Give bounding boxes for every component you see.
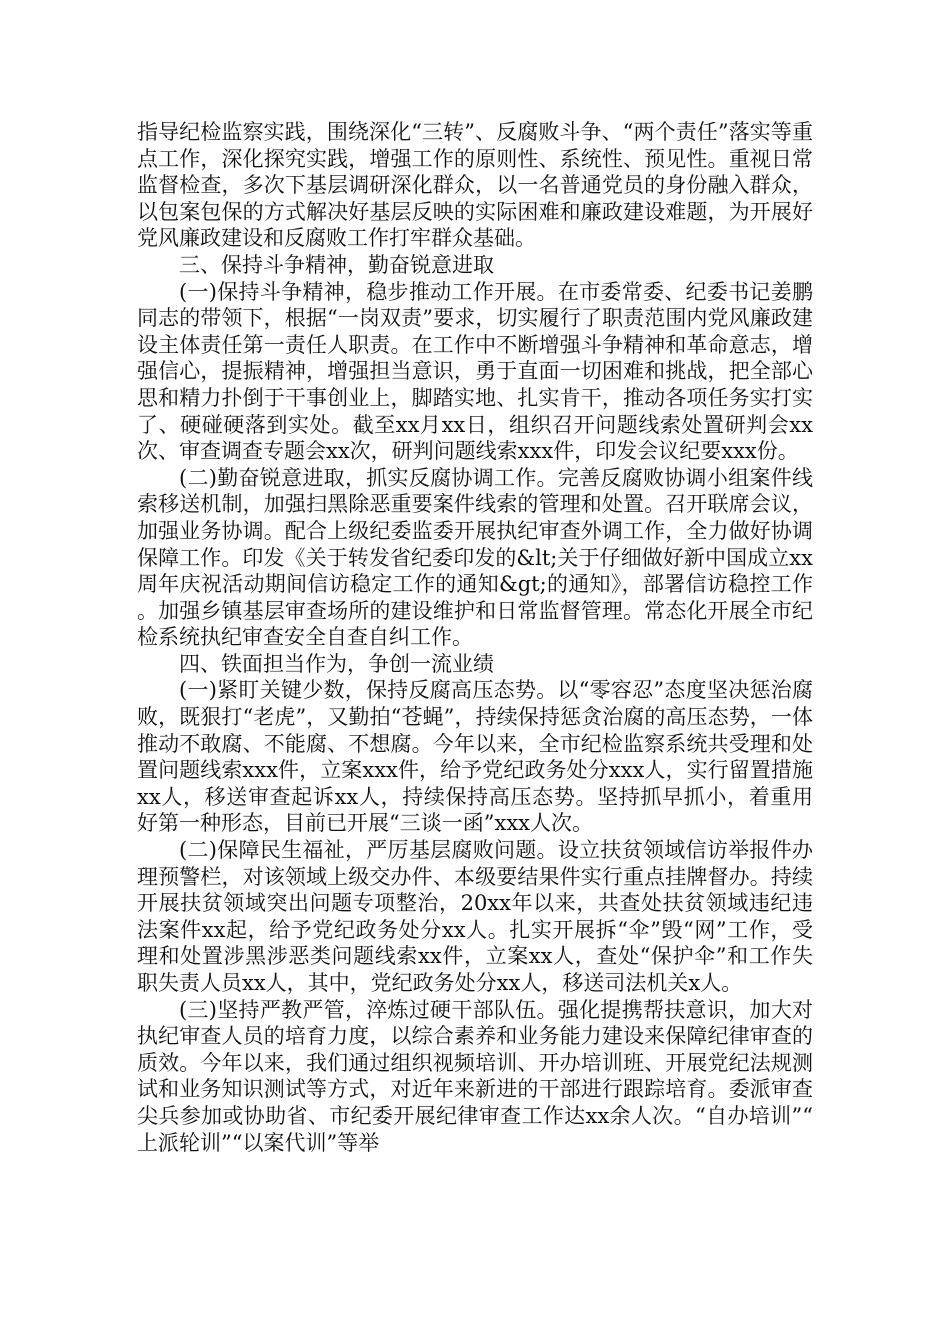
section-heading-three: 三、保持斗争精神，勤奋锐意进取 [179,252,494,277]
document-page [137,119,813,1156]
paragraph-continuation: 指导纪检监察实践，围绕深化“三转”、反腐败斗争、“两个责任”落实等重点工作，深化探究实践，增强工作的原则性、系统性、预见性。重视日常监督检查，多次下基层调研深化群众，以一名普通党员的身份融入群众，以包案包保的方式解决好基层反映的实际困难和廉政建设难题，为开展好党风廉政建设和反腐败工作打牢群众基础。 [137,120,813,251]
section-heading-four: 四、铁面担当作为，争创一流业绩 [179,651,494,676]
paragraph-3-2: (二)勤奋锐意进取，抓实反腐协调工作。完善反腐败协调小组案件线索移送机制，加强扫黑除恶重要案件线索的管理和处置。召开联席会议，加强业务协调。配合上级纪委监委开展执纪审查外调工作，全力做好协调保障工作。印发《关于转发省纪委印发的&lt;关于仔细做好新中国成立xx周年庆祝活动期间信访稳定工作的通知&gt;的通知》，部署信访稳控工作。加强乡镇基层审查场所的建设维护和日常监督管理。常态化开展全市纪检系统执纪审查安全自查自纠工作。 [137,465,813,650]
paragraph-4-2: (二)保障民生福祉，严厉基层腐败问题。设立扶贫领域信访举报件办理预警栏，对该领域上级交办件、本级要结果件实行重点挂牌督办。持续开展扶贫领域突出问题专项整治，20xx年以来，共查处扶贫领域违纪违法案件xx起，给予党纪政务处分xx人。扎实开展拆“伞”毁“网”工作，受理和处置涉黑涉恶类问题线索xx件，立案xx人，查处“保护伞”和工作失职失责人员xx人，其中，党纪政务处分xx人，移送司法机关x人。 [137,838,813,995]
paragraph-4-3: (三)坚持严教严管，淬炼过硬干部队伍。强化提携帮扶意识，加大对执纪审查人员的培育力度，以综合素养和业务能力建设来保障纪律审查的质效。今年以来，我们通过组织视频培训、开办培训班、开展党纪法规测试和业务知识测试等方式，对近年来新进的干部进行跟踪培育。委派审查尖兵参加或协助省、市纪委开展纪律审查工作达xx余人次。“自办培训”“上派轮训”“以案代训”等举 [137,997,813,1155]
paragraph-4-1: (一)紧盯关键少数，保持反腐高压态势。以“零容忍”态度坚决惩治腐败，既狠打“老虎”，又勤拍“苍蝇”，持续保持惩贪治腐的高压态势，一体推动不敢腐、不能腐、不想腐。今年以来，全市纪检监察系统共受理和处置问题线索xxx件，立案xxx件，给予党纪政务处分xxx人，实行留置措施xx人，移送审查起诉xx人，持续保持高压态势。坚持抓早抓小，着重用好第一种形态，目前已开展“三谈一函”xxx人次。 [137,678,813,836]
paragraph-3-1: (一)保持斗争精神，稳步推动工作开展。在市委常委、纪委书记姜鹏同志的带领下，根据“一岗双责”要求，切实履行了职责范围内党风廉政建设主体责任第一责任人职责。在工作中不断增强斗争精神和革命意志，增强信心，提振精神，增强担当意识，勇于直面一切困难和挑战，把全部心思和精力扑倒于干事创业上，脚踏实地、扎实肯干，推动各项任务实打实了、硬碰硬落到实处。截至xx月xx日，组织召开问题线索处置研判会xx次、审查调查专题会xx次，研判问题线索xxx件，印发会议纪要xxx份。 [137,279,813,464]
